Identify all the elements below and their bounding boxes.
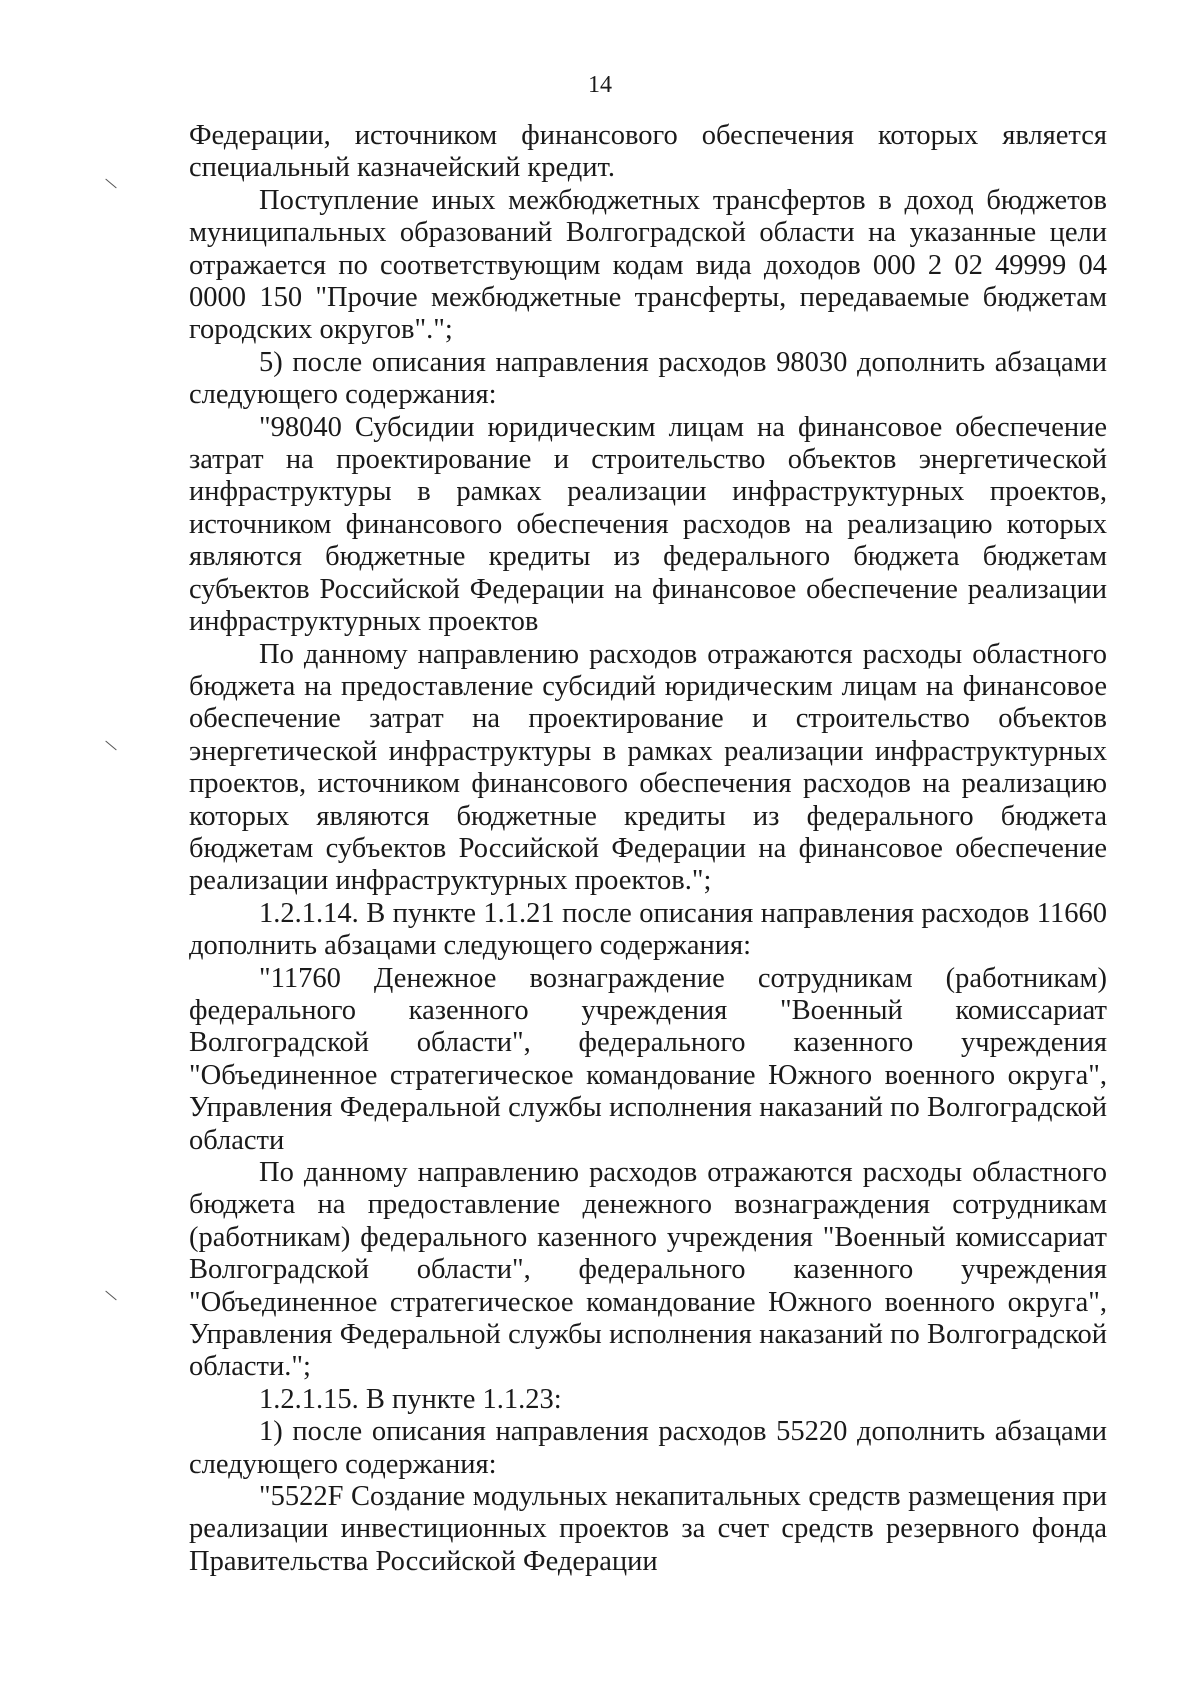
paragraph: Поступление иных межбюджетных трансфертов в доход бюджетов муниципальных образований Волгоградской области на указанные цели отражается по соответствующим кодам вида доходов 000 2 02 49999 04 0000 150 "Прочие межбюджетные трансферты, передаваемые бюджетам городских округов".";	[189, 184, 1107, 346]
paragraph: 1.2.1.15. В пункте 1.1.23:	[259, 1383, 562, 1415]
page-number: 14	[588, 72, 612, 98]
paragraph: По данному направлению расходов отражаются расходы областного бюджета на предоставление денежного вознаграждения сотрудникам (работникам) федерального казенного учреждения "Военный комиссариат Волгоградской области", федерального казенного учреждения "Объединенное стратегическое командование Южного военного округа", Управления Федеральной службы исполнения наказаний по Волгоградской области.";	[189, 1157, 1107, 1383]
paragraph: 1) после описания направления расходов 55220 дополнить абзацами следующего содержания:	[189, 1416, 1107, 1480]
scan-mark	[105, 1291, 116, 1301]
paragraph: 1.2.1.14. В пункте 1.1.21 после описания направления расходов 11660 дополнить абзацами следующего содержания:	[189, 897, 1107, 962]
paragraph: По данному направлению расходов отражаются расходы областного бюджета на предоставление субсидий юридическим лицам на финансовое обеспечение затрат на проектирование и строительство объектов энергетической инфраструктуры в рамках реализации инфраструктурных проектов, источником финансового обеспечения расходов на реализацию которых являются бюджетные кредиты из федерального бюджета бюджетам субъектов Российской Федерации на финансовое обеспечение реализации инфраструктурных проектов.";	[189, 638, 1107, 897]
paragraph: "11760 Денежное вознаграждение сотрудникам (работникам) федерального казенного учреждения "Военный комиссариат Волгоградской области", федерального казенного учреждения "Объединенное стратегическое командование Южного военного округа", Управления Федеральной службы исполнения наказаний по Волгоградской области	[189, 962, 1107, 1156]
document-body	[189, 120, 1107, 1578]
paragraph: 5) после описания направления расходов 98030 дополнить абзацами следующего содержания:	[189, 346, 1107, 411]
scan-mark	[105, 179, 116, 189]
paragraph: "5522F Создание модульных некапитальных средств размещения при реализации инвестиционных проектов за счет средств резервного фонда Правительства Российской Федерации	[189, 1481, 1107, 1577]
paragraph: "98040 Субсидии юридическим лицам на финансовое обеспечение затрат на проектирование и строительство объектов энергетической инфраструктуры в рамках реализации инфраструктурных проектов, источником финансового обеспечения расходов на реализацию которых являются бюджетные кредиты из федерального бюджета бюджетам субъектов Российской Федерации на финансовое обеспечение реализации инфраструктурных проектов	[189, 411, 1107, 638]
scan-mark	[105, 741, 116, 751]
paragraph: Федерации, источником финансового обеспечения которых является специальный казначейский кредит.	[189, 120, 1107, 184]
